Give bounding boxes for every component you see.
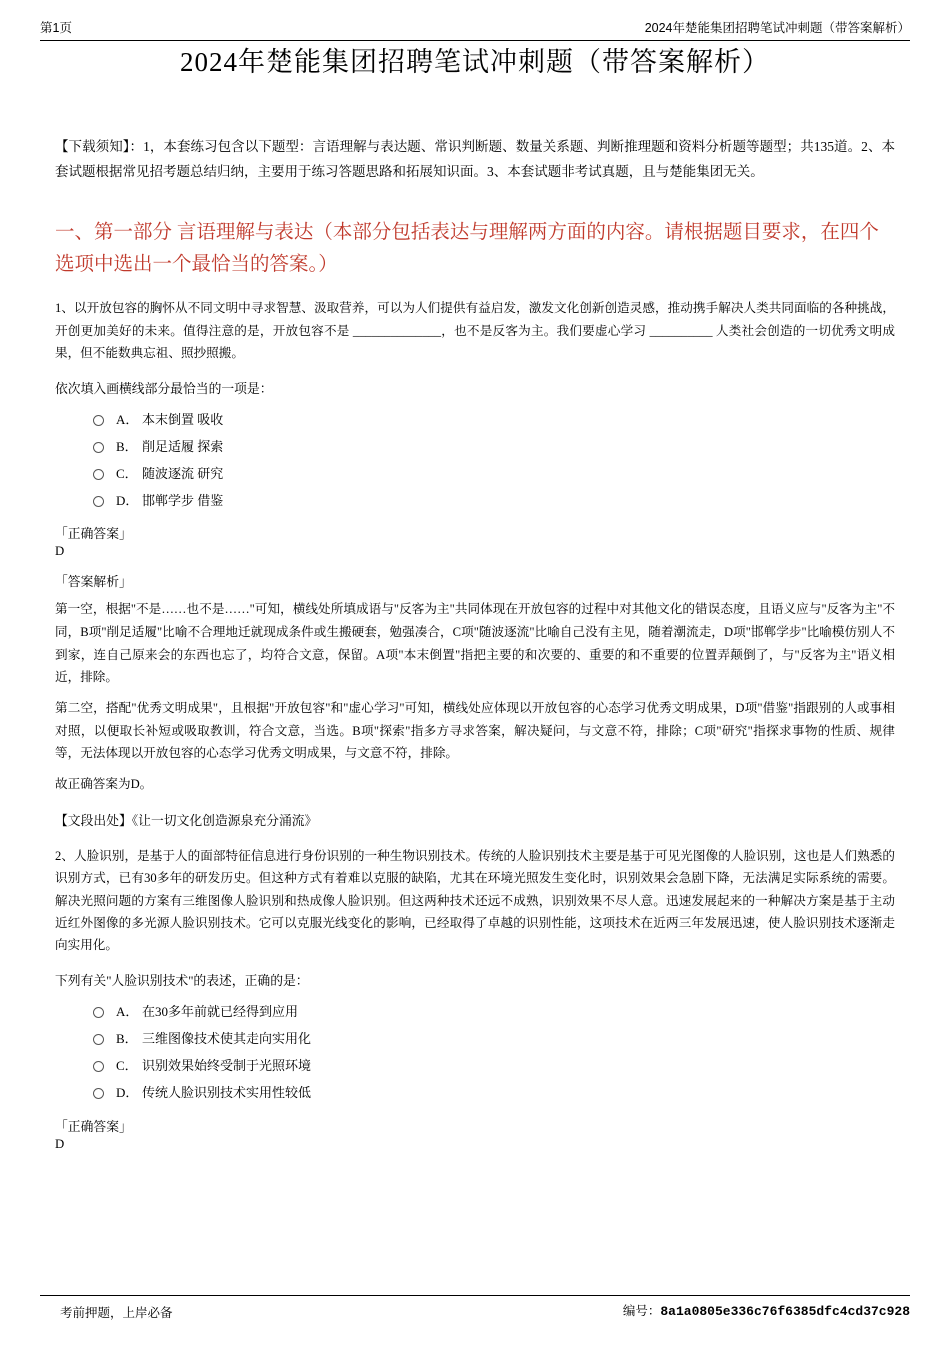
radio-icon[interactable]: [93, 1007, 104, 1018]
radio-icon[interactable]: [93, 469, 104, 480]
page-footer: [0, 1295, 950, 1323]
option-text: 随波逐流 研究: [142, 465, 224, 481]
question-block: [55, 297, 895, 828]
radio-icon[interactable]: [93, 442, 104, 453]
radio-icon[interactable]: [93, 1034, 104, 1045]
option-list: [55, 410, 895, 511]
source-line: [55, 810, 895, 829]
analysis-label: 「答案解析」: [55, 575, 132, 590]
source-label: 【文段出处】: [55, 813, 132, 828]
question-block: [55, 845, 895, 1152]
radio-icon[interactable]: [93, 1061, 104, 1072]
option-letter: B．: [116, 1031, 138, 1047]
radio-icon[interactable]: [93, 415, 104, 426]
option-text: 本末倒置 吸收: [142, 412, 224, 428]
option-letter: B．: [116, 439, 138, 455]
option-list: [55, 1002, 895, 1103]
analysis-conclusion: 故正确答案为D。: [55, 777, 153, 792]
correct-answer-label: 「正确答案」: [55, 527, 132, 542]
correct-answer-value: D: [55, 544, 65, 559]
option-text: 传统人脸识别技术实用性较低: [142, 1084, 312, 1100]
option-letter: A．: [116, 412, 139, 428]
option-letter: D．: [116, 492, 139, 508]
footer-code: [623, 1301, 910, 1319]
analysis-paragraph: 第二空，搭配"优秀文明成果"，且根据"开放包容"和"虚心学习"可知，横线处应体现以开放包容的心态学习优秀文明成果，D项"借鉴"指跟别的人或事相对照，以便取长补短或吸取教训，符合文意，当选。B项"探索"指多方寻求答案，解决疑问，与文意不符，排除；C项"研究"指探求事物的性质、规律等，无法体现以开放包容的心态学习优秀文明成果，与文意不符，排除。: [55, 701, 895, 761]
option-letter: A．: [116, 1004, 139, 1020]
option-c[interactable]: [55, 464, 895, 485]
radio-icon[interactable]: [93, 1088, 104, 1099]
question-prompt: 下列有关"人脸识别技术"的表述，正确的是：: [55, 973, 309, 988]
option-a[interactable]: [55, 410, 895, 431]
section-heading: 一、第一部分 言语理解与表达（本部分包括表达与理解两方面的内容。请根据题目要求，在四个选项中选出一个最恰当的答案。）: [55, 221, 879, 276]
correct-answer-label: 「正确答案」: [55, 1119, 132, 1134]
option-b[interactable]: [55, 437, 895, 458]
question-body: [55, 297, 895, 364]
option-a[interactable]: [55, 1002, 895, 1023]
radio-icon[interactable]: [93, 496, 104, 507]
option-text: 识别效果始终受制于光照环境: [142, 1058, 312, 1074]
option-d[interactable]: [55, 491, 895, 512]
source-title: 《让一切文化创造源泉充分涌流》: [131, 813, 318, 828]
page-number-label: 第1页: [40, 21, 72, 35]
code-value: 8a1a0805e336c76f6385dfc4cd37c928: [660, 1304, 910, 1319]
page-header: [0, 18, 950, 40]
option-text: 在30多年前就已经得到应用: [142, 1004, 299, 1020]
question-text: 以开放包容的胸怀从不同文明中寻求智慧、汲取营养，可以为人们提供有益启发，激发文化创新创造灵感，推动携手解决人类共同面临的各种挑战，开创更加美好的未来。值得注意的是，开放包容不是 ______________，也不是反客为主。我们要虚心学习 __________ 人类社会创造的一切优秀文明成果，但不能数典忘祖、照抄照搬。: [55, 301, 896, 361]
header-document-title: 2024年楚能集团招聘笔试冲刺题（带答案解析）: [644, 21, 910, 35]
option-text: 削足适履 探索: [142, 439, 224, 455]
option-b[interactable]: [55, 1029, 895, 1050]
option-letter: C．: [116, 465, 138, 481]
question-text: 人脸识别，是基于人的面部特征信息进行身份识别的一种生物识别技术。传统的人脸识别技术主要是基于可见光图像的人脸识别，这也是人们熟悉的识别方式，已有30多年的研发历史。但这种方式有着难以克服的缺陷，尤其在环境光照发生变化时，识别效果会急剧下降，无法满足实际系统的需要。解决光照问题的方案有三维图像人脸识别和热成像人脸识别。但这两种技术还远不成熟，识别效果不尽人意。迅速发展起来的一种解决方案是基于主动近红外图像的多光源人脸识别技术。它可以克服光线变化的影响，已经取得了卓越的识别性能，这项技术在近两三年发展迅速，使人脸识别技术逐渐走向实用化。: [55, 848, 896, 953]
footer-divider: [40, 1295, 910, 1296]
correct-answer-value: D: [55, 1136, 65, 1151]
code-label: 编号：: [622, 1304, 661, 1318]
option-text: 三维图像技术使其走向实用化: [142, 1031, 312, 1047]
question-body: [55, 845, 895, 957]
download-notice: 【下载须知】：1，本套练习包含以下题型：言语理解与表达题、常识判断题、数量关系题、判断推理题和资料分析题等题型；共135道。2、本套试题根据常见招考题总结归纳，主要用于练习答题思路和拓展知识面。3、本套试题非考试真题，且与楚能集团无关。: [55, 139, 895, 179]
footer-slogan: 考前押题，上岸必备: [60, 1306, 173, 1320]
analysis-paragraph: 第一空，根据"不是……也不是……"可知，横线处所填成语与"反客为主"共同体现在开放包容的过程中对其他文化的错误态度，且语义应与"反客为主"不同，B项"削足适履"比喻不合理地迁就现成条件或生搬硬套，勉强凑合，C项"随波逐流"比喻自己没有主见，随着潮流走，D项"邯郸学步"比喻模仿别人不到家，连自己原来会的东西也忘了，均符合文意，保留。A项"本末倒置"指把主要的和次要的、重要的和不重要的位置弄颠倒了，与"反客为主"语义相近，排除。: [55, 602, 895, 685]
option-d[interactable]: [55, 1083, 895, 1104]
page-title: 2024年楚能集团招聘笔试冲刺题（带答案解析）: [180, 47, 770, 77]
option-c[interactable]: [55, 1056, 895, 1077]
option-text: 邯郸学步 借鉴: [142, 492, 224, 508]
question-number: 2、: [55, 848, 74, 863]
question-prompt: 依次填入画横线部分最恰当的一项是：: [55, 381, 273, 396]
question-number: 1、: [55, 301, 74, 316]
document-content: [55, 135, 895, 1162]
option-letter: C．: [116, 1058, 138, 1074]
option-letter: D．: [116, 1084, 139, 1100]
